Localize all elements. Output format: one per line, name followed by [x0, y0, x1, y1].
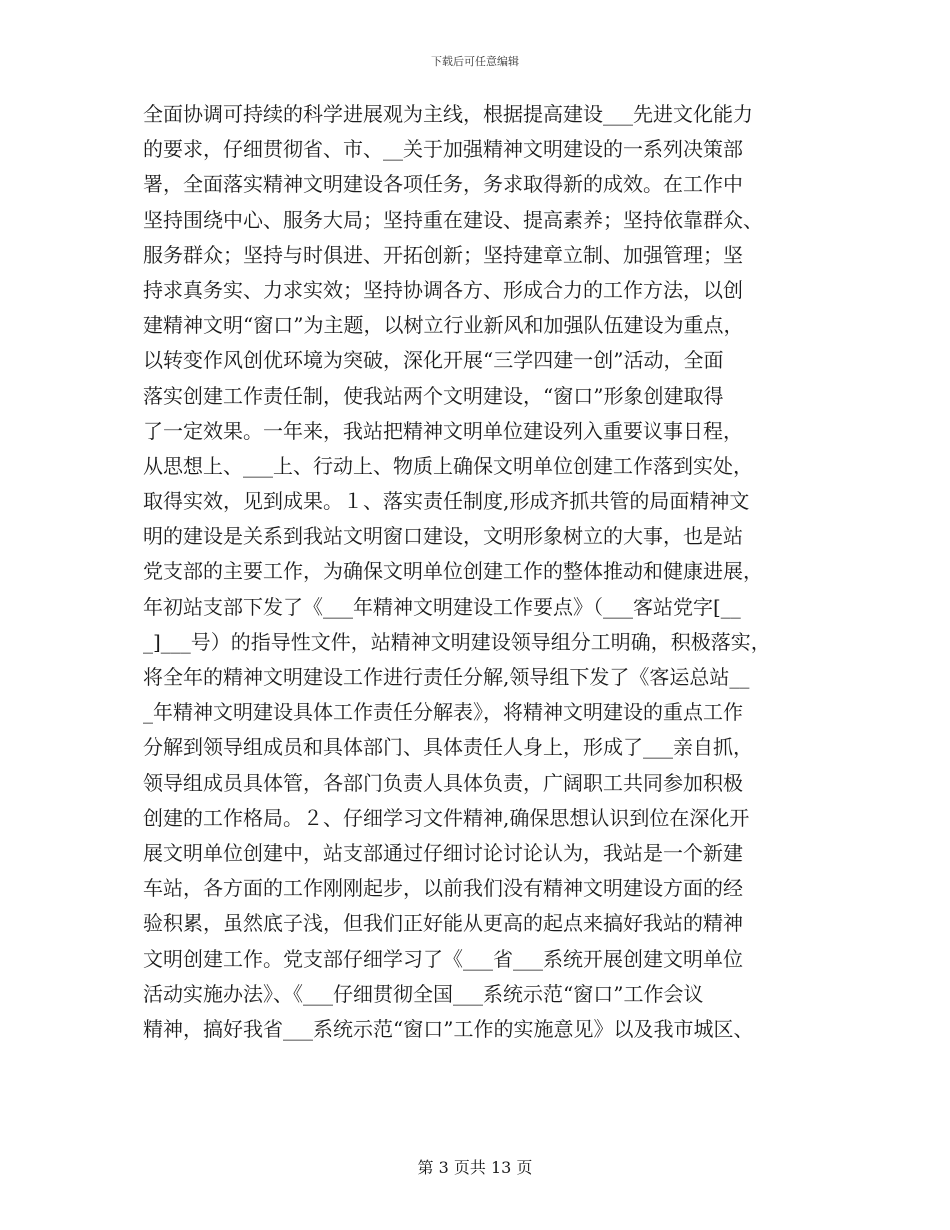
body-line: 持求真务实、力求实效；坚持协调各方、形成合力的工作方法，以创	[143, 277, 743, 302]
body-line: _]___号）的指导性文件，站精神文明建设领导组分工明确，积极落实，	[143, 629, 771, 654]
body-line: 创建的工作格局。２、仔细学习文件精神,确保思想认识到位在深化开	[143, 805, 750, 830]
body-line: 党支部的主要工作，为确保文明单位创建工作的整体推动和健康进展，	[143, 559, 763, 584]
body-line: 了一定效果。一年来，我站把精神文明单位建设列入重要议事日程，	[143, 418, 743, 443]
body-line: 的要求，仔细贯彻省、市、__关于加强精神文明建设的一系列决策部	[143, 137, 743, 162]
body-line: 分解到领导组成员和具体部门、具体责任人身上，形成了___亲自抓，	[143, 735, 753, 760]
body-line: _年精神文明建设具体工作责任分解表》，将精神文明建设的重点工作	[143, 700, 743, 725]
document-body	[143, 97, 823, 1047]
body-line: 精神，搞好我省___系统示范“窗口”工作的实施意见》以及我市城区、	[143, 1016, 754, 1041]
body-line: 以转变作风创优环境为突破，深化开展“三学四建一创”活动，全面	[143, 348, 724, 373]
body-line: 文明创建工作。党支部仔细学习了《___省___系统开展创建文明单位	[143, 946, 743, 971]
body-line: 明的建设是关系到我站文明窗口建设，文明形象树立的大事，也是站	[143, 524, 743, 549]
body-line: 从思想上、___上、行动上、物质上确保文明单位创建工作落到实处，	[143, 453, 753, 478]
body-line: 将全年的精神文明建设工作进行责任分解,领导组下发了《客运总站__	[143, 665, 750, 689]
page-header: 下载后可任意编辑	[431, 55, 519, 68]
body-line: 落实创建工作责任制，使我站两个文明建设，“窗口”形象创建取得	[143, 383, 724, 408]
body-line: 取得实效，见到成果。１、落实责任制度,形成齐抓共管的局面精神文	[143, 489, 750, 514]
body-line: 验积累，虽然底子浅，但我们正好能从更高的起点来搞好我站的精神	[143, 911, 743, 936]
body-line: 年初站支部下发了《___年精神文明建设工作要点》（___客站党字[__	[143, 594, 741, 619]
body-line: 车站，各方面的工作刚刚起步，以前我们没有精神文明建设方面的经	[143, 876, 743, 901]
body-line: 展文明单位创建中，站支部通过仔细讨论讨论认为，我站是一个新建	[143, 840, 743, 865]
body-line: 建精神文明“窗口”为主题，以树立行业新风和加强队伍建设为重点，	[143, 313, 744, 338]
body-line: 领导组成员具体管，各部门负责人具体负责，广阔职工共同参加积极	[143, 770, 743, 795]
body-line: 署，全面落实精神文明建设各项任务，务求取得新的成效。在工作中	[143, 172, 743, 197]
body-line: 活动实施办法》、《___仔细贯彻全国___系统示范“窗口”工作会议	[143, 981, 704, 1006]
body-line: 坚持围绕中心、服务大局；坚持重在建设、提高素养；坚持依靠群众、	[143, 207, 763, 232]
page-number: 第 3 页共 13 页	[417, 1158, 533, 1177]
body-line: 服务群众；坚持与时俱进、开拓创新；坚持建章立制、加强管理；坚	[143, 242, 743, 267]
body-line: 全面协调可持续的科学进展观为主线，根据提高建设___先进文化能力	[143, 102, 753, 126]
